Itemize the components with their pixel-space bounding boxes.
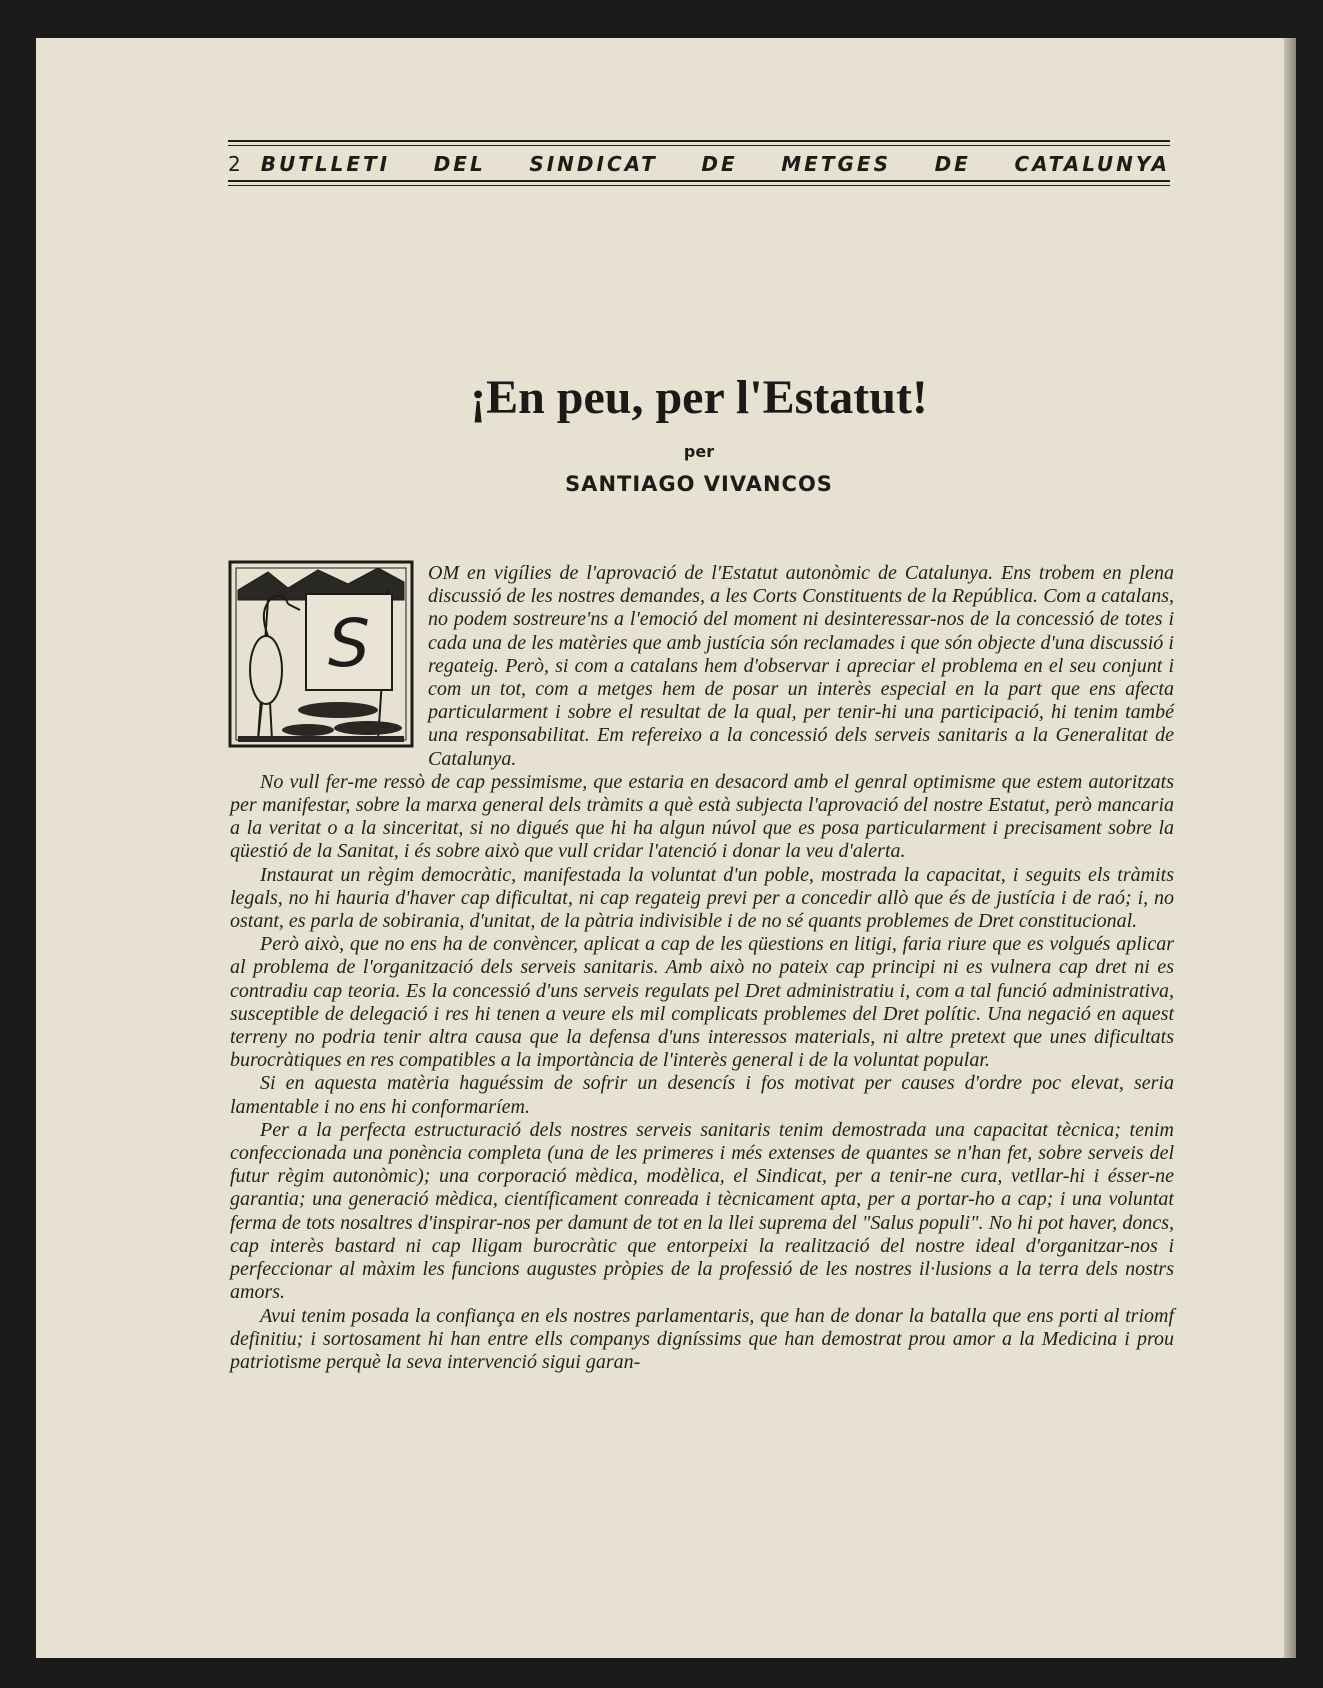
journal-title-word: SINDICAT (529, 152, 658, 176)
journal-title (261, 152, 1170, 176)
header-row (228, 152, 1170, 176)
paragraph: No vull fer-me ressò de cap pessimisme, que estaria en desacord amb el genral optimisme que estem autoritzats per manifestar, sobre la marxa general dels tràmits a què està subjecta l'aprovació del nostre Estatut, però mancaria a la veritat o a la sinceritat, si no digués que hi ha algun núvol que es posa particularment i precisament sobre la qüestió de la Sanitat, i és sobre això que vull cridar l'atenció i donar la veu d'alerta. (230, 770, 1174, 863)
header-rule-top-thin (228, 145, 1170, 146)
drop-cap-letter: S (328, 605, 370, 682)
page-edge (1284, 38, 1296, 1658)
journal-title-word: METGES (781, 152, 891, 176)
journal-title-word: DE (934, 152, 971, 176)
paragraph: Si en aquesta matèria haguéssim de sofrir un desencís i fos motivat per causes d'ordre poc elevat, seria lamentable i no ens hi conformaríem. (230, 1072, 1174, 1118)
drop-cap-illustration (228, 560, 414, 748)
page-number: 2 (228, 152, 241, 176)
journal-title-word: DE (701, 152, 738, 176)
article-body (230, 562, 1174, 1374)
paragraph: Però això, que no ens ha de convèncer, aplicat a cap de les qüestions en litigi, faria riure que es volgués aplicar al problema de l'organització dels serveis sanitaris. Amb això no pateix cap principi ni es vulnera cap dret ni es contradiu cap teoria. Es la concessió d'uns serveis regulats pel Dret administratiu i, com a tal funció administrativa, susceptible de delegació i res hi tenen a veure els mil complicats problemes del Dret polític. Una negació en aquest terreny no podria tenir altra causa que la defensa d'uns interessos materials, ni altre pretext que unes dificultats burocràtiques en res compatibles a la importància de l'interès general i de la voluntat popular. (230, 933, 1174, 1072)
paragraph: Avui tenim posada la confiança en els nostres parlamentaris, que han de donar la batalla que ens porti al triomf definitiu; i sortosament hi han entre ells companys digníssims que han demostrat prou amor a la Medicina i prou patriotisme perquè la seva intervenció sigui garan- (230, 1304, 1174, 1373)
paragraph: Per a la perfecta estructuració dels nostres serveis sanitaris tenim demostrada una capacitat tècnica; tenim confeccionada una ponència completa (una de les primeres i més extenses de quantes se n'han fet, sobre serveis del futur règim autonòmic); una corporació mèdica, modèlica, el Sindicat, per a tenir-ne cura, vetllar-hi i ésser-ne garantia; una generació mèdica, científicament conreada i tècnicament apta, per a portar-ho a cap; i una voluntat ferma de tots nosaltres d'inspirar-nos per damunt de tot en la llei suprema del "Salus populi". No hi pot haver, doncs, cap interès bastard ni cap lligam burocràtic que entorpeixi la realització del nostre ideal d'organitzar-nos i perfeccionar al màxim les funcions augustes pròpies de la professió de les nostres il·lusions a la terra dels nostrs amors. (230, 1118, 1174, 1304)
journal-title-word: CATALUNYA (1014, 152, 1170, 176)
article-title: ¡En peu, per l'Estatut! (470, 371, 928, 424)
header-rule-bottom-thin (228, 185, 1170, 186)
header-rule-top (228, 140, 1170, 142)
paragraph: Instaurat un règim democràtic, manifestada la voluntat d'un poble, mostrada la capacitat, i seguits els tràmits legals, no hi hauria d'haver cap dificultat, ni cap regateig previ per a concedir allò que és de justícia i de raó; i, no ostant, es parla de sobirania, d'unitat, de la pàtria indivisible i de no sé quants problemes de Dret constitucional. (230, 863, 1174, 933)
journal-title-word: DEL (433, 152, 486, 176)
journal-title-word: BUTLLETI (260, 152, 391, 176)
author-name: SANTIAGO VIVANCOS (565, 472, 833, 496)
paragraph: OM en vigílies de l'aprovació de l'Estatut autonòmic de Catalunya. Ens trobem en plena discussió de les nostres demandes, a les Corts Constituents de la República. Com a catalans, no podem sostreure'ns a l'emoció del moment ni desinteressar-nos de la concessió de totes i cada una de les matèries que amb justícia són reclamades i que són objecte d'una discussió i regateig. Però, si com a catalans hem d'observar i apreciar el problema en el seu conjunt i com un tot, com a metges hem de posar un interès especial en la part que ens afecta particularment i sobre el resultat de la qual, per tenir-hi una participació, hi tenim també una responsabilitat. Em refereixo a la concessió dels serveis sanitaris a la Generalitat de Catalunya. (428, 562, 1174, 770)
running-header (228, 140, 1170, 186)
byline: per (683, 442, 715, 461)
header-rule-bottom (228, 180, 1170, 182)
